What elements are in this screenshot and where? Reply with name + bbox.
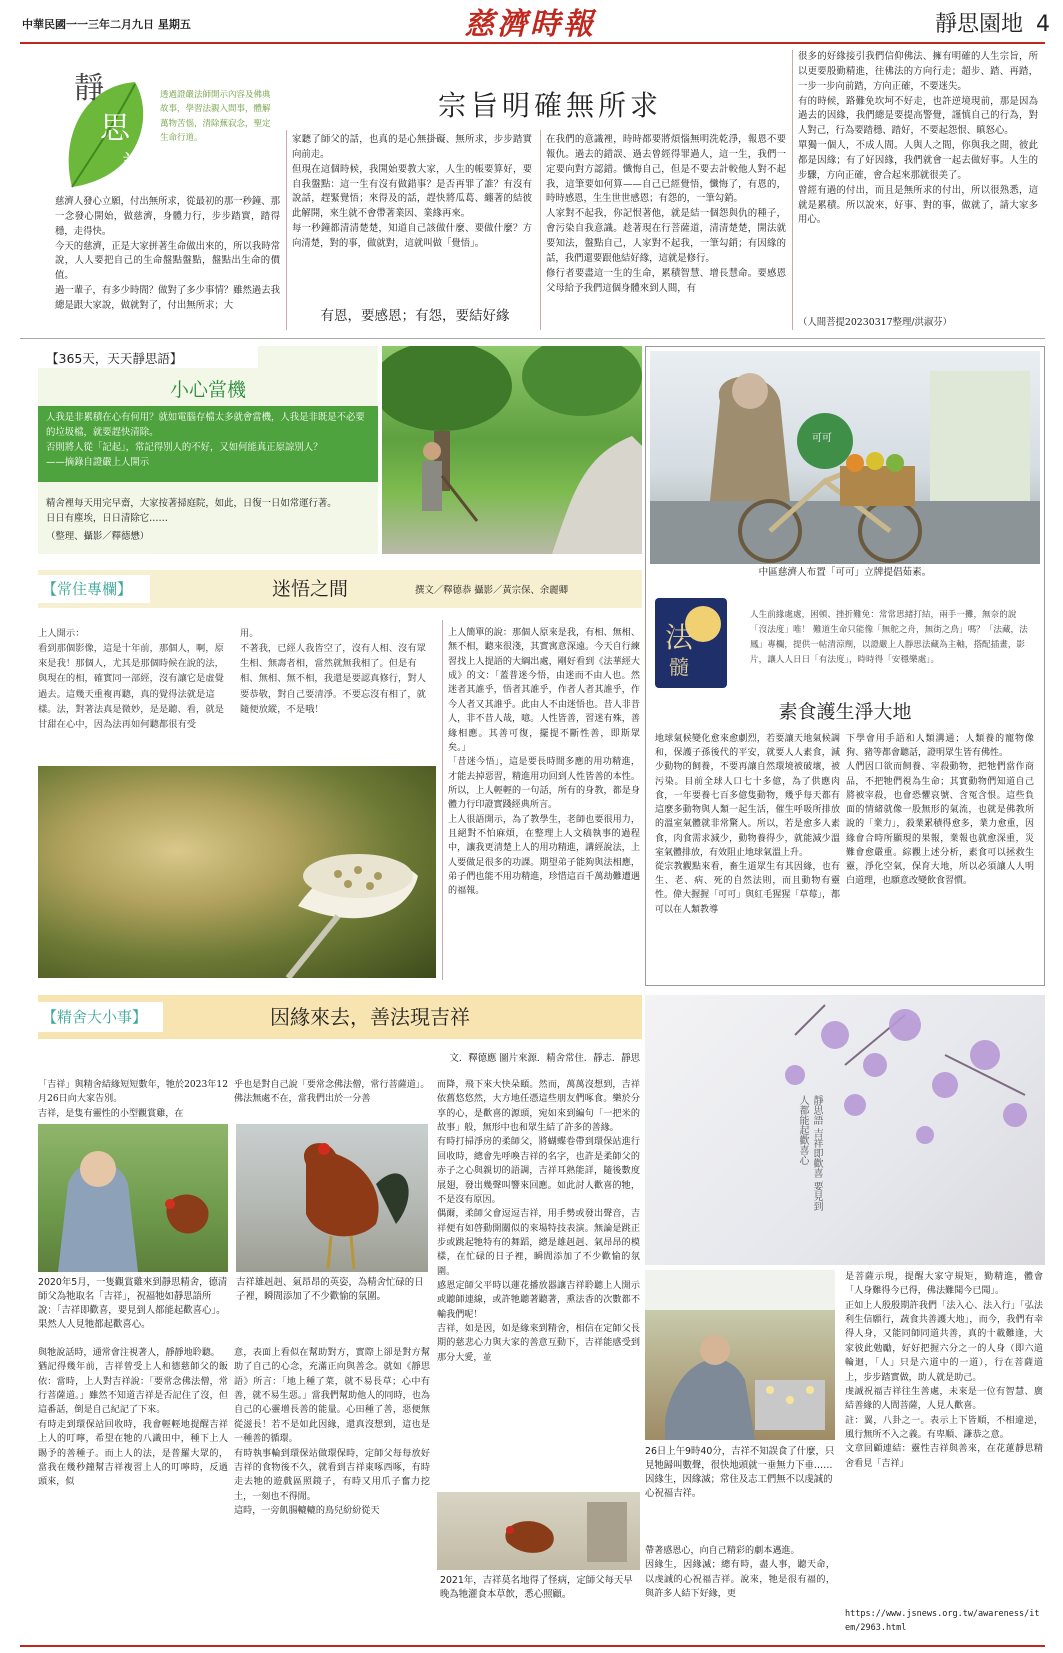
divider	[540, 130, 541, 330]
bike-photo	[650, 351, 1040, 564]
article1-credit: （人間菩提20230317整理/洪淑芬）	[798, 317, 953, 328]
header-rule	[20, 42, 1045, 44]
keke-sign: 可可	[812, 433, 832, 444]
divider	[792, 50, 793, 330]
column-col3: 上人簡單的說：那個人原來是我，有相、無相、無不相，聽來很淺，其實寓意深遠。今天自行練習找上人提語的大綱出處，剛好看到《法華經大成》的文：「蓋普迷今悟，由迷而不由人也。然迷者其誰乎，悟者其誰乎，作者人者其誰乎，作今人者又其誰乎。此由人不由迷悟也。昔人非昔人，非不昔人哉，噫。人性皆善，習迷有殊，善緣相應。其善可復，擺提不斷性善，即斯眾矣。」 「昔迷今悟」，這是要長時間多應的用功精進，才能去掉惡習，精進用功回到人性皆善的本性。所以，上人輕輕的一句話，所有的身教，都是身體力行印證實踐經典所言。 上人很語開示，為了教學生，老師也要很用力，且絕對不怕麻煩，在整理上人文稿執事的過程中，讓我更清楚上人的用功精進，講經說法，上人要做足很多的功課。期望弟子能夠與法相應，弟子們也能不用功精進，珍惜這百千萬劫難遭遇的福報。	[448, 628, 640, 897]
jingshe-byline: 文．釋德應 圖片來源．精舍常住．靜志．靜思	[449, 1053, 640, 1064]
monk-burial-photo	[645, 1270, 835, 1440]
column-col2: 用。 不著我，已經人我皆空了，沒有人相、沒有眾生相、無壽者相，當然就無我相了。但是有相、無相、無不相，我還是要認真修行，對人要恭敬，對自己要清淨。不要忘沒有相了，就隨便放縱，不是哦！	[240, 628, 426, 715]
masthead: 慈濟時報	[464, 7, 596, 42]
jingsi-logo	[60, 62, 170, 192]
caption-4: 26日上午9時40分，吉祥不知誤食了什麼，只見牠歸叫數聲，很快地頭就一垂無力下垂……因緣生，因緣滅；常住及志工們無不以虔誠的心祝福吉祥。	[645, 1446, 835, 1500]
calligraphy-text: 靜思語 吉祥即歡喜 要見到人都能起歡喜心	[797, 1095, 822, 1212]
daily-quote: 人我是非累積在心有何用？就如電腦存檔太多就會當機，人我是非既是不必要的垃圾檔，就要趕快清除。 否則將人從「記起」，常記得別人的不好，又如何能真正原諒別人？ ——摘錄自證嚴上人開示	[38, 406, 378, 482]
fa-char: 法	[665, 621, 694, 654]
jingshe-col2-top: 乎也是對自己說「要常念佛法僧，常行菩薩道」。 佛法無處不在，當我們出於一分善	[234, 1080, 430, 1105]
bike-caption: 中區慈濟人布置「可可」立牌提倡茹素。	[758, 567, 932, 578]
sui-char: 髓	[669, 655, 689, 679]
jingshe-col3-top: 而降，飛下來大快朵頤。然而，萬萬沒想到，吉祥依舊悠悠然，大方地任憑這些朋友們啄食。樂於分享的心，是歡喜的源頭，宛如來到編句「一把米的故事」般，無形中也和眾生結了許多的善緣。 有時打掃淨房的柔師父，將蝴蝶卷帶到環保站進行回收時，總會先呼喚吉祥的名字，也許是柔師父的赤子之心與親切的語調，吉祥耳熟能詳，隨後數度展翅，發出幾聲叫響來回應。如此討人歡喜的牠，不是沒有原因。 偶爾，柔師父會逗逗吉祥，用手勢或發出聲音，吉祥便有如啓動開關似的來場特技表演。無論是跳正步或跳起牠特有的舞蹈，總是雄赳赳、氣昂昂的模樣，在忙碌的日子裡，瞬間添加了不少歡愉的氛圍。 感恩定師父平時以蓮花播放器讓吉祥聆聽上人開示或聽師連線，或許牠聽著聽著，熏法香的次數都不輸我們呢！ 吉祥，如是因，如是緣來到精舍，相信在定師父長期的慈悲心力與大家的善意互動下，吉祥能感受到那分大愛，並	[437, 1080, 640, 1363]
article1-col1: 慈濟人發心立願，付出無所求，從最初的那一秒鐘、那一念發心開始，做慈濟，身體力行，步步踏實，踏得穩，走得快。 今天的慈濟，正是大家拼著生命做出來的，所以我時常說，人人要把自己的生命盤點盤點，盤點出生命的價值。 過一輩子，有多少時間？做對了多少事情？雖然過去我總是跟大家說，做就對了，付出無所求；大	[55, 196, 280, 312]
logo-char-yu: 語	[122, 151, 149, 181]
jingsi-motto: 透過證嚴法師開示內容及佛典故事，學習法親入間事，體解萬物苦惱，清除蕪寂念，聖定生命行道。	[160, 90, 271, 144]
veg-title: 素食護生淨大地	[778, 701, 912, 723]
article1-col2: 家聽了師父的話，也真的是心無掛礙、無所求，步步踏實向前走。 但現在這個時候，我開始要教大家，人生的帳要算好，要自我盤點：這一生有沒有做錯事？是否再罪了誰？有沒有說話，趕緊覺悟；來得及的話，趕快將瓜葛、纏著的結彼此解開，來生就不會帶著業因、業緣再來。 每一秒鐘都清清楚楚，知道自己該做什麼、要做什麼？方向清楚，對的事，做就對，這就叫做「覺悟」。	[292, 134, 532, 250]
logo-char-jing: 靜	[74, 71, 104, 106]
logo-char-si: 思	[100, 111, 130, 146]
jingshe-col2-bottom: 意，表面上看似在幫助對方，實際上卻是對方幫助了自己的心念，充滿正向與善念。就如《靜思語》所言：「地上種了菜，就不易長草；心中有善，就不易生惡。」當我們幫助他人的同時，也為自己的心靈增長善的能量。心田種了善，惡便無從滋長！若不是如此因緣，還真沒想到，這也是一種善的循環。 有時執事輪到環保站做環保時，定師父每每放好吉祥的食物後不久，就看到吉祥東啄西啄，有時走去牠的遊戲區照鏡子，有時又用爪子奮力挖土，一刻也不得閒。 這時，一旁飢腸轆轆的鳥兒紛紛從天	[234, 1348, 430, 1516]
article1-slogan: 有恩，要感恩；有怨，要結好緣	[320, 308, 510, 324]
column-title: 迷悟之間	[271, 578, 348, 600]
daily-box	[38, 346, 378, 554]
jingshe-tag: 【精舍大小事】	[38, 1002, 163, 1032]
footer-rule	[20, 1645, 1045, 1647]
section-title	[880, 8, 1050, 38]
flower-calligraphy-photo	[645, 995, 1045, 1265]
column-col1: 上人開示： 看到那個影像，這是十年前，那個人，啊，原來是我！那個人，尤其是那個時候在說的法，與現在的相，確實同一部經，沒有讓它是虛覺過去。這幾天重複再聽，真的覺得法就是這樣。法，對著法真是微妙，是是聽、看，就是甘甜在心中，因為法再如何聽都很有受	[38, 628, 224, 730]
issue-date: 中華民國一一三年二月九日 星期五	[22, 18, 191, 31]
section-name: 靜思園地	[934, 12, 1023, 37]
daily-title: 小心當機	[169, 379, 246, 401]
caption-2: 吉祥雄赳赳、氣昂昂的英姿，為精舍忙碌的日子裡，瞬間添加了不少歡愉的氛圍。	[236, 1277, 424, 1303]
column-byline: 撰文／釋德恭 攝影／黃宗保、余麗卿	[415, 585, 568, 596]
jingshe-title: 因緣來去，善法現吉祥	[270, 1005, 470, 1029]
veg-col1: 地球氣候變化愈來愈劇烈，若要讓天地氣候調和，保護子孫後代的平安，就要人人素食，減少動物的飼養，不要再讓自然環境被破壞，被污染。目前全球人口七十多億，為了供應肉食，一年要養七百多億隻動物，幾乎每天都有這麼多動物與人類一起生活，催生呼吸所排放的溫室氣體就非常驚人。所以，若是愈多人素食，肉食需求減少，動物養得少，就能減少溫室氣體排放，有效阻止地球氣溫上升。 從宗教觀點來看，畜生道眾生有其因緣，也有生、老、病、死的自然法則，而且動物有靈性。偉大握握「可可」與紅毛猩猩「草莓」，都可以在人類教導	[655, 734, 840, 915]
section-rule	[20, 338, 1045, 339]
daily-body: 精舍裡每天用完早齋，大家按著掃庭院，如此，日復一日如常運行著。 日日有塵埃，日日清除它……	[46, 498, 337, 525]
article1-col4: 很多的好緣接引我們信仰佛法、擁有明確的人生宗旨，所以更要殷勤精進，往佛法的方向行走；超步、踏、再踏，一步一步向前踏，方向正確，不要迷失。 有的時候，路難免坎坷不好走，也許逆境現前，那是因為過去的因緣，我們總是要提高警覺，謹慎自己的行為，對人對己，行為要踏穩、踏好，不要起怨恨、瞋怒心。 單獨一個人，不成人間。人與人之間，你與我之間，彼此都是因緣；有了好因緣，我們就會一起去做好事。人生的步驟，方向正確，會合起來那就很美了。 曾經有過的付出，而且是無所求的付出，所以很熟悉，這就是累積。所以說來，好事、對的事，做就了，請大家多用心。	[798, 51, 1038, 226]
rooster-photo	[236, 1124, 428, 1272]
article1-col3: 在我們的意識裡，時時都要將煩惱無明洗乾淨，報恩不要報仇。過去的錯誤、過去曾經得罪過人，這一生，我們一定要向對方認錯。懺悔自己，但是不要去計較他人對不起我，這筆要如何算——自己已經覺悟，懺悔了，有恩的，時時感恩，生生世世感恩；有怨的，一筆勾銷。 人家對不起我，你記恨著他，就是結一個怨與仇的種子，會污染自我意識。趁著現在行菩薩道，清清楚楚，開法就要知法，盤點自己，人家對不起我，一筆勾銷；有因緣的話，我們還要跟他結好緣，這就是修行。 修行者要盡這一生的生命，累積智慧、增長慧命。要感恩父母給予我們這個身體來到人間，有	[546, 134, 786, 294]
lotus-pod-photo	[38, 766, 436, 978]
page-number: 4	[1036, 12, 1050, 37]
jingshe-col4-bottom: 帶著感恩心，向自己精彩的劇本邁進。 因緣生，因緣滅；總有時，盡人事，聽天命，以虔誠的心祝福吉祥。說來，牠是很有福的，與許多人結下好緣，更	[645, 1546, 835, 1600]
veg-poem: 人生前緣處處，困頓、挫折難免：常常思緒打結，兩手一攤，無奈的說「沒法度」唯！ 難道生命只能像「無舵之舟，無街之鳥」嗎？「法藏，法鳳」專欄，提供一帖清涼劑，以證嚴上人靜思法藏為主軸，搭配插畫，影片，讓人人日日「有法度」，時時得「安穩樂處」。	[750, 610, 1028, 666]
daily-credit: （整理、攝影／釋德懋）	[46, 531, 150, 542]
jingshe-col1-bottom: 與牠說話時，通常會注視著人，靜靜地聆聽。 猶記得幾年前，吉祥曾受上人和德慈師父的飯依：當時，上人對吉祥說：「要常念佛法僧，常行菩薩道。」雖然不知道吉祥是否記住了沒，但這番話，倒是自己紀記了下來。 有時走到環保站回收時，我會輕輕地提醒吉祥上人的叮嚀，希望在牠的八識田中，種下上人賜予的善種子。而上人的法，是普羅大眾的，當我在幾秒鐘幫吉祥複習上人的叮嚀時，反過頭來，似	[38, 1348, 228, 1488]
article1-title: 宗旨明確無所求	[437, 89, 662, 122]
caption-3: 2021年，吉祥莫名地得了怪病，定師父每天早晚為牠灌食本草飲，悉心照顧。	[440, 1575, 633, 1601]
nun-feeding-chicken-photo	[38, 1124, 228, 1272]
sick-chicken-photo	[437, 1492, 640, 1570]
divider	[286, 130, 287, 330]
daily-header: 【365天，天天靜思語】	[38, 346, 258, 368]
veg-col2: 下學會用手語和人類溝通；人類養的寵物像狗、豬等都會聽話，證明眾生皆有佛性。 人們因口欲而飼養、宰殺動物，把牠們當作商品，不把牠們視為生命；其實動物們知道自己將被宰殺，也會恐懼哀號、含冤含恨。這些負面的情緒就像一股無形的氣流，也就是佛教所說的「業力」，殺業累積得愈多，業力愈重，因緣會合時所顯現的果報，業報也就愈深重，災難會愈嚴重。綜觀上述分析，素食可以拯救生靈，淨化空氣，保育大地，所以必須讓人人明白道理，也願意改變飲食習慣。	[846, 734, 1034, 887]
article-link[interactable]: https://www.jsnews.org.tw/awareness/item/2963.html	[845, 1609, 1040, 1633]
divider	[442, 620, 443, 980]
fa-art-box	[655, 598, 727, 688]
column-tag: 【常住專欄】	[38, 575, 150, 603]
jingshe-col5: 是菩薩示現，提醒大家守規矩，勤精進，體會「人身難得今已得，佛法難聞今已聞」。 正如上人殷殷期許我們「法入心、法入行」「弘法利生信願行，蔬食共善護大地」，而今，我們有幸得人身，又能同師同道共善，真的十載難逢，大家彼此勉勵，好好把握六分之一的人身（即六道輪迴，「人」只是六道中的一道），行在菩薩道上，步步踏實做，助人就是助己。 虔誠祝福吉祥往生善處，未來是一位有智慧、廣結善緣的人間菩薩，人見人歡喜。 註：翼，八卦之一。表示上下皆順，不相違逆，風行無所不入之義。有卑順、謙恭之意。 文章回顧連結：靈性吉祥與善來，在花蓮靜思精舍看見「吉祥」	[845, 1272, 1043, 1469]
caption-1: 2020年5月，一隻觀賞雞來到靜思精舍，德清師父為牠取名「吉祥」，祝福牠如靜思語所說：「吉祥即歡喜，要見到人都能起歡喜心」。果然人人見牠都起歡喜心。	[38, 1277, 228, 1331]
park-sweeping-photo	[382, 346, 642, 554]
jingshe-col1-top: 「吉祥」與精舍結緣短短數年，牠於2023年12月26日向大家告別。 吉祥，是隻有靈性的小型觀賞雞，在	[38, 1080, 228, 1119]
